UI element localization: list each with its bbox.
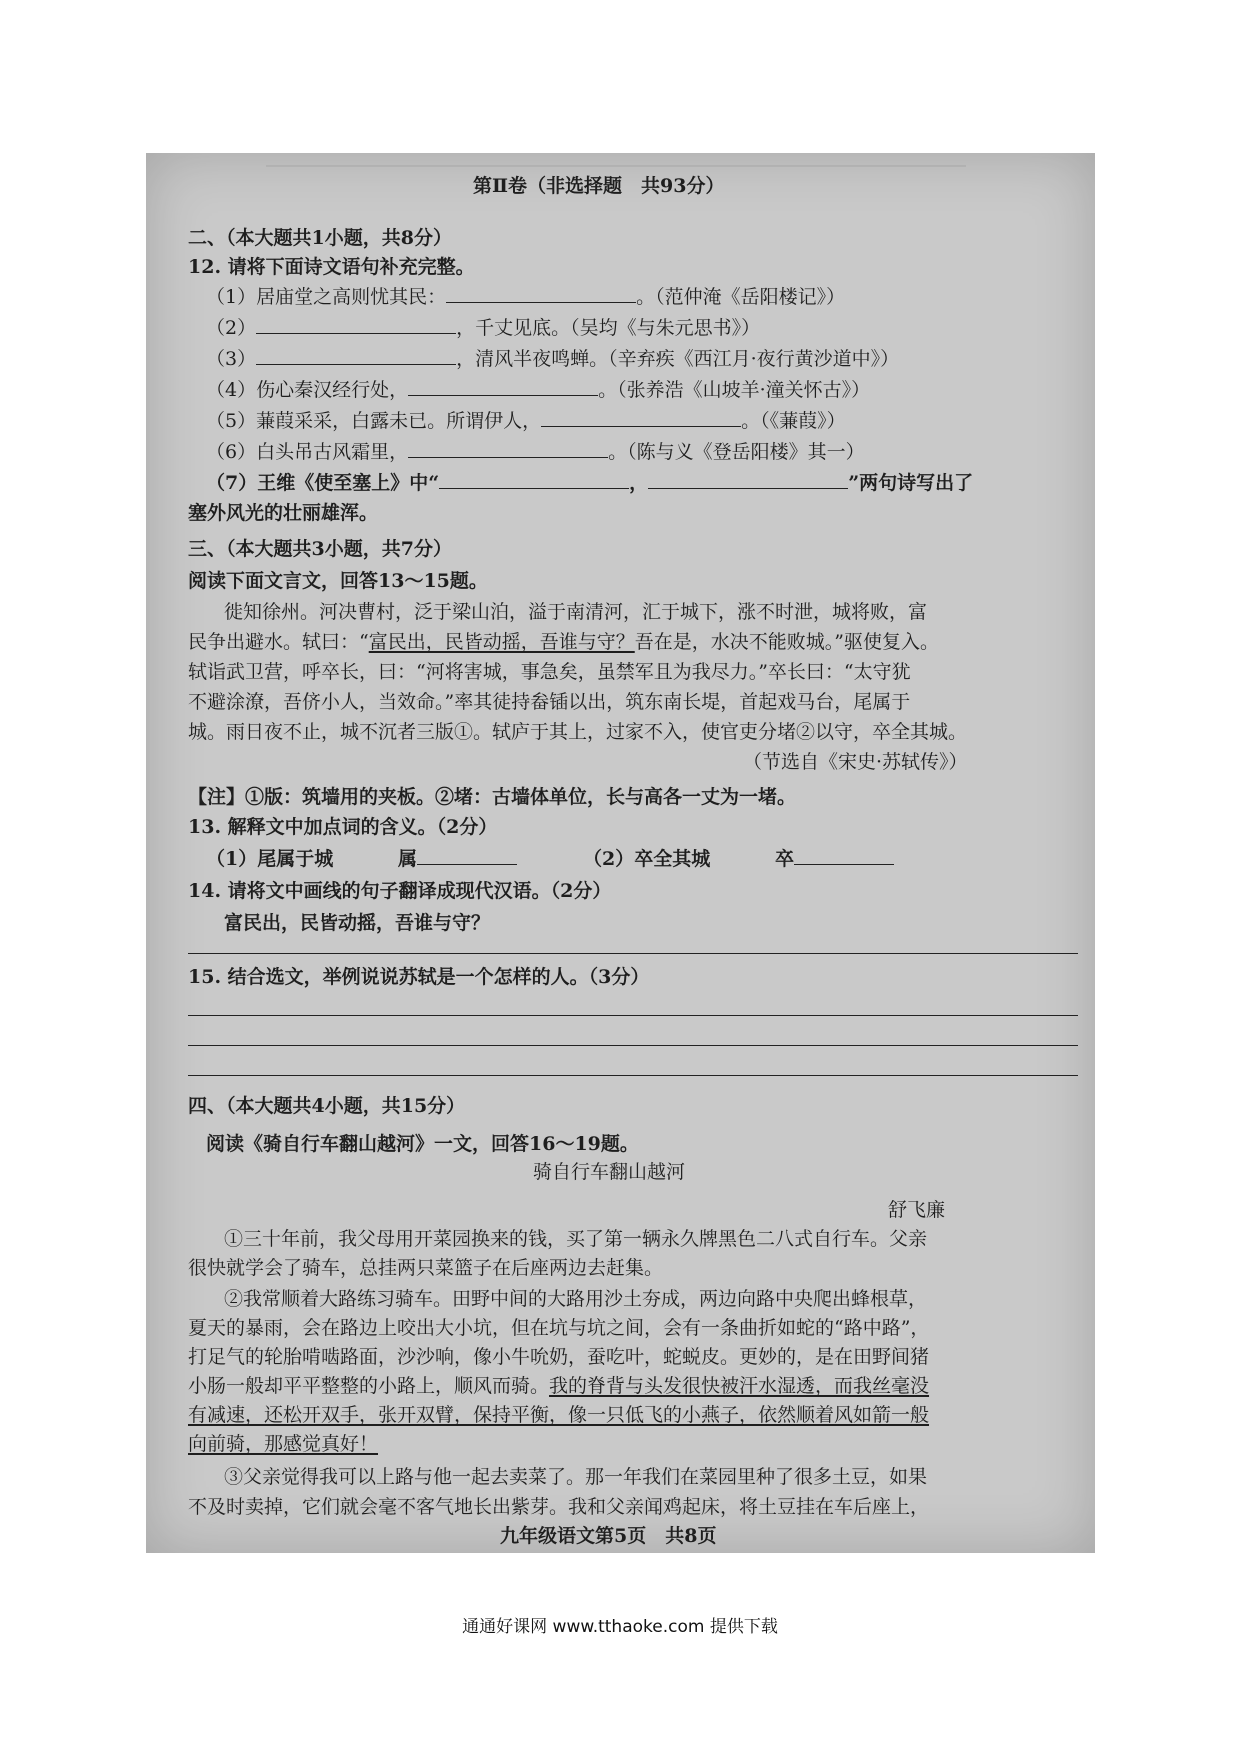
answer-line[interactable] xyxy=(188,1075,1078,1076)
part3-heading: 三、（本大题共3小题，共7分） xyxy=(188,538,452,560)
article-line: ②我常顺着大路练习骑车。田野中间的大路用沙土夯成，两边向路中央爬出蜂根草， xyxy=(224,1288,928,1310)
q12-item-5: （5）蒹葭采采，白露未已。所谓伊人， 。（《蒹葭》） xyxy=(206,410,846,432)
article-line-underlined: 向前骑，那感觉真好！ xyxy=(188,1433,379,1455)
q13-item-2: （2）卒全其城 xyxy=(583,848,711,870)
part4-heading: 四、（本大题共4小题，共15分） xyxy=(188,1095,466,1117)
section-header: 第Ⅱ卷（非选择题 共93分） xyxy=(473,175,725,197)
part4-intro: 阅读《骑自行车翻山越河》一文，回答16～19题。 xyxy=(206,1133,639,1155)
annotation-note: 【注】①版：筑墙用的夹板。②堵：古墙体单位，长与高各一丈为一堵。 xyxy=(188,786,797,808)
q12-item-2: （2） ，千丈见底。（吴均《与朱元思书》） xyxy=(206,317,761,339)
q12-item-6: （6）白头吊古风霜里， 。（陈与义《登岳阳楼》其一） xyxy=(206,441,865,463)
answer-blank[interactable] xyxy=(408,439,608,458)
q13-word-1: 属 xyxy=(398,846,517,872)
q12-item-7: （7）王维《使至塞上》中“ ， ”两句诗写出了 xyxy=(206,472,974,494)
answer-blank[interactable] xyxy=(439,470,629,489)
article-line: 打足气的轮胎啃啮路面，沙沙响，像小牛吮奶，蚕吃叶，蛇蜕皮。更妙的，是在田野间猪 xyxy=(188,1346,930,1368)
q12-item-1: （1）居庙堂之高则忧其民： 。（范仲淹《岳阳楼记》） xyxy=(206,286,846,308)
underlined-sentence: 富民出，民皆动摇，吾谁与守？ xyxy=(368,631,635,653)
q12-item-4: （4）伤心秦汉经行处， 。（张养浩《山坡羊·潼关怀古》） xyxy=(206,379,871,401)
page-footer: 九年级语文第5页 共8页 xyxy=(500,1525,717,1547)
article-line: 不及时卖掉，它们就会毫不客气地长出紫芽。我和父亲闻鸡起床，将土豆挂在车后座上， xyxy=(188,1496,930,1518)
part2-heading: 二、（本大题共1小题，共8分） xyxy=(188,227,452,249)
passage-line: 不避涂潦，吾侪小人，当效命。”率其徒持畚锸以出，筑东南长堤，首起戏马台，尾属于 xyxy=(188,691,911,713)
q13-word-2: 卒 xyxy=(775,846,894,872)
q14-prompt: 14. 请将文中画线的句子翻译成现代汉语。（2分） xyxy=(188,880,612,902)
part3-intro: 阅读下面文言文，回答13～15题。 xyxy=(188,570,488,592)
exam-page-photo xyxy=(146,153,1095,1553)
answer-blank[interactable] xyxy=(256,315,456,334)
answer-line[interactable] xyxy=(188,953,1078,954)
q13-prompt: 13. 解释文中加点词的含义。（2分） xyxy=(188,816,498,838)
passage-line: 民争出避水。轼曰：“富民出，民皆动摇，吾谁与守？吾在是，水决不能败城。”驱使复入。 xyxy=(188,631,939,653)
answer-blank[interactable] xyxy=(794,846,894,865)
answer-line[interactable] xyxy=(188,1015,1078,1016)
q12-item-7-cont: 塞外风光的壮丽雄浑。 xyxy=(188,502,379,524)
download-source-footer: 通通好课网 www.tthaoke.com 提供下载 xyxy=(462,1617,778,1637)
article-line: ①三十年前，我父母用开菜园换来的钱，买了第一辆永久牌黑色二八式自行车。父亲 xyxy=(224,1228,928,1250)
article-author: 舒飞廉 xyxy=(888,1199,946,1221)
q15-prompt: 15. 结合选文，举例说说苏轼是一个怎样的人。（3分） xyxy=(188,966,650,988)
passage-line: 轼诣武卫营，呼卒长，曰：“河将害城，事急矣，虽禁军且为我尽力。”卒长曰：“太守犹 xyxy=(188,661,911,683)
answer-blank[interactable] xyxy=(408,377,598,396)
underlined-sentence: 我的脊背与头发很快被汗水湿透，而我丝毫没 xyxy=(549,1375,930,1397)
answer-blank[interactable] xyxy=(541,408,741,427)
answer-blank[interactable] xyxy=(446,284,636,303)
answer-blank[interactable] xyxy=(256,346,456,365)
article-line: 很快就学会了骑车，总挂两只菜篮子在后座两边去赶集。 xyxy=(188,1257,664,1279)
article-line: 夏天的暴雨，会在路边上咬出大小坑，但在坑与坑之间，会有一条曲折如蛇的“路中路”， xyxy=(188,1317,930,1339)
article-title: 骑自行车翻山越河 xyxy=(533,1161,686,1183)
passage-source: （节选自《宋史·苏轼传》） xyxy=(743,751,968,773)
article-line-underlined: 有减速，还松开双手，张开双臂，保持平衡，像一只低飞的小燕子，依然顺着风如箭一般 xyxy=(188,1404,930,1426)
q13-item-1: （1）尾属于城 xyxy=(206,848,334,870)
answer-blank[interactable] xyxy=(648,470,848,489)
q12-item-3: （3） ，清风半夜鸣蝉。（辛弃疾《西江月·夜行黄沙道中》） xyxy=(206,348,900,370)
article-line: ③父亲觉得我可以上路与他一起去卖菜了。那一年我们在菜园里种了很多土豆，如果 xyxy=(224,1466,928,1488)
answer-line[interactable] xyxy=(188,1045,1078,1046)
passage-line: 徙知徐州。河决曹村，泛于梁山泊，溢于南清河，汇于城下，涨不时泄，城将败，富 xyxy=(224,601,928,623)
q14-sentence: 富民出，民皆动摇，吾谁与守？ xyxy=(224,912,491,934)
passage-line: 城。雨日夜不止，城不沉者三版①。轼庐于其上，过家不入，使官吏分堵②以守，卒全其城。 xyxy=(188,721,968,743)
article-line: 小肠一般却平平整整的小路上，顺风而骑。我的脊背与头发很快被汗水湿透，而我丝毫没 xyxy=(188,1375,930,1397)
answer-blank[interactable] xyxy=(417,846,517,865)
q12-prompt: 12. 请将下面诗文语句补充完整。 xyxy=(188,256,475,278)
